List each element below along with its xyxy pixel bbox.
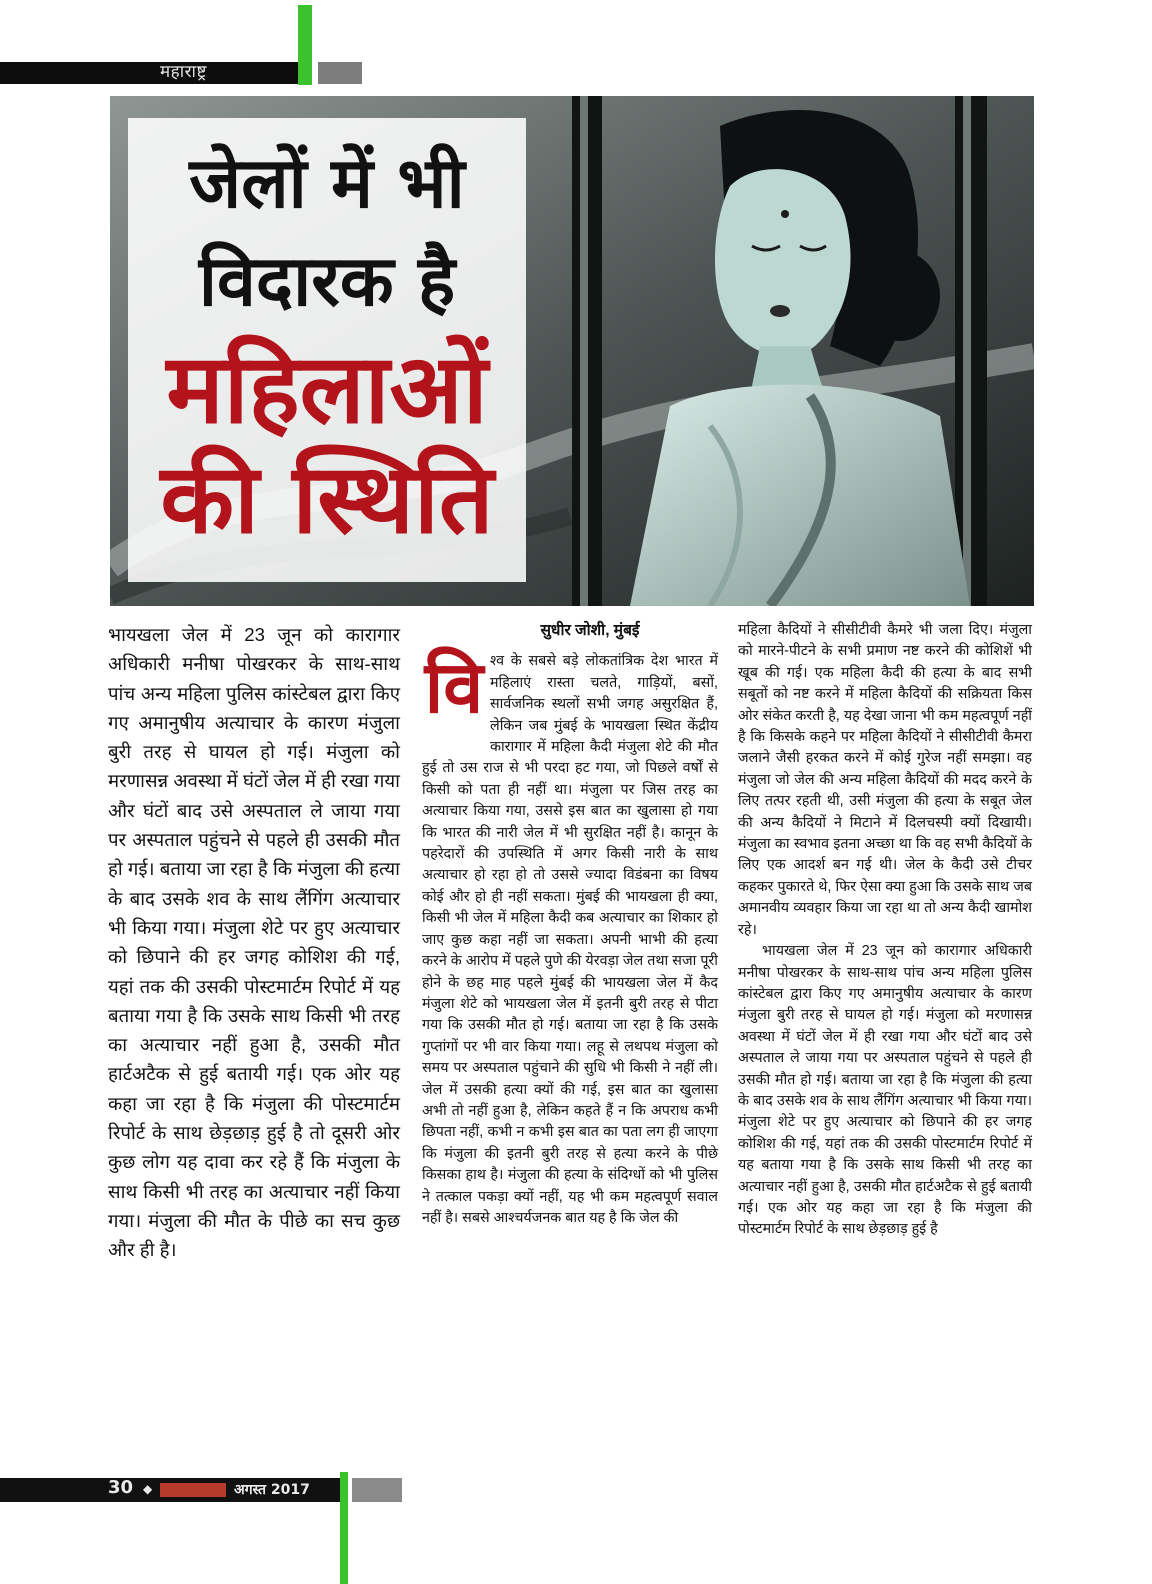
article-paragraph-2: भायखला जेल में 23 जून को कारागार अधिकारी मनीषा पोखरकर के साथ-साथ पांच अन्य महिला पुलिस कांस्टेबल द्वारा किए गए अमानुषीय अत्याचार के कारण मंजुला बुरी तरह से घायल हो गई। मंजुला को मरणासन्न अवस्था में घंटों जेल में ही रखा गया और घंटों बाद उसे अस्पताल ले जाया गया पर अस्पताल पहुंचने से पहले ही उसकी मौत हो गई। बताया जा रहा है कि मंजुला की हत्या के बाद उसके शव के साथ लैंगिंग अत्याचार भी किया गया। मंजुला शेटे पर हुए अत्याचार को छिपाने की हर जगह कोशिश की गई, यहां तक की उसकी पोस्टमार्टम रिपोर्ट में यह बताया गया है कि उसके साथ किसी भी तरह का अत्याचार नहीं हुआ है, उसकी मौत हार्टअटैक से हुई बतायी गई। एक ओर यह कहा जा रहा है कि मंजुला की पोस्टमार्टम रिपोर्ट के साथ छेड़छाड़ हुई है xyxy=(738,943,1032,1238)
section-header-bar xyxy=(0,62,300,84)
headline-line-3: महिलाओं xyxy=(166,333,488,445)
article-body-start xyxy=(422,648,718,1229)
headline-line-2: विदारक है xyxy=(198,240,456,322)
issue-date: अगस्त 2017 xyxy=(234,1482,310,1498)
gray-block-top xyxy=(318,62,362,84)
headline-line-4: की स्थिति xyxy=(160,443,494,555)
article-paragraph-continued: महिला कैदियों ने सीसीटीवी कैमरे भी जला दिए। मंजुला को मारने-पीटने के सभी प्रमाण नष्ट करने की कोशिशें भी खूब की गई। एक महिला कैदी की हत्या के बाद सभी सबूतों को नष्ट करने में महिला कैदियों की सक्रियता किस ओर संकेत करती है, यह देखा जाना भी कम महत्वपूर्ण नहीं है कि किसके कहने पर महिला कैदियों ने सीसीटीवी कैमरा जलाने जैसी हरकत करने में कोई गुरेज नहीं समझा। वह मंजुला जो जेल की अन्य महिला कैदियों की मदद करने के लिए तत्पर रहती थी, उसी मंजुला की हत्या के सबूत जेल की अन्य कैदियों ने मिटाने में दिलचस्पी क्यों दिखायी। मंजुला का स्वभाव इतना अच्छा था कि वह सभी कैदियों के लिए एक आदर्श बन गई थी। जेल के कैदी उसे टीचर कहकर पुकारते थे, फिर ऐसा क्या हुआ कि उसके साथ जब अमानवीय व्यवहार किया जा रहा था तो अन्य कैदी खामोश रहे। xyxy=(738,622,1032,938)
article-column-3 xyxy=(738,620,1032,1241)
summary-column xyxy=(108,620,400,1265)
accent-bar-top xyxy=(298,5,312,85)
article-column-2 xyxy=(422,620,718,1229)
article-paragraph: श्व के सबसे बड़े लोकतांत्रिक देश भारत में महिलाएं रास्ता चलते, गाड़ियों, बसों, सार्वजनिक स्थलों सभी जगह असुरक्षित हैं, लेकिन जब मुंबई के भायखला स्थित केंद्रीय कारागार में महिला कैदी मंजुला शेटे की मौत हुई तो उस राज से भी परदा हट गया, जो पिछले वर्षों से किसी को पता ही नहीं था। मंजुला पर जिस तरह का अत्याचार किया गया, उससे इस बात का खुलासा हो गया कि भारत की नारी जेल में भी सुरक्षित नहीं है। कानून के पहरेदारों की उपस्थिति में अगर किसी नारी के साथ अत्याचार हो रहा हो तो उससे ज्यादा विडंबना का विषय कोई और हो ही नहीं सकता। मुंबई की भायखला ही क्या, किसी भी जेल में महिला कैदी कब अत्याचार का शिकार हो जाए कुछ कहा नहीं जा सकता। अपनी भाभी की हत्या करने के आरोप में पहले पुणे की येरवड़ा जेल तथा सजा पूरी होने के छह माह पहले मुंबई की भायखला जेल में कैद मंजुला शेटे को भायखला जेल में इतनी बुरी तरह से पीटा गया कि उसकी मौत हो गई। बताया जा रहा है कि उसके गुप्तांगों पर भी वार किया गया। लहू से लथपथ मंजुला को समय पर अस्पताल पहुंचाने की सुधि भी किसी ने नहीं ली। जेल में उसकी हत्या क्यों की गई, इस बात का खुलासा अभी तो नहीं हुआ है, लेकिन कहते हैं न कि अपराध कभी छिपता नहीं, कभी न कभी इस बात का पता लग ही जाएगा कि मंजुला की इतनी बुरी तरह से हत्या करने के पीछे किसका हाथ है। मंजुला की हत्या के संदिग्धों को भी पुलिस ने तत्काल पकड़ा क्यों नहीं, यह भी कम महत्वपूर्ण सवाल नहीं है। सबसे आश्चर्यजनक बात यह है कि जेल की xyxy=(422,653,718,1226)
headline-line-1: जेलों में भी xyxy=(189,142,465,224)
hero-illustration xyxy=(110,96,1034,606)
drop-cap: वि xyxy=(424,648,484,729)
footer-separator: ◆ xyxy=(143,1482,153,1496)
summary-paragraph: भायखला जेल में 23 जून को कारागार अधिकारी मनीषा पोखरकर के साथ-साथ पांच अन्य महिला पुलिस कांस्टेबल द्वारा किए गए अमानुषीय अत्याचार के कारण मंजुला बुरी तरह से घायल हो गई। मंजुला को मरणासन्न अवस्था में घंटों जेल में ही रखा गया और घंटों बाद उसे अस्पताल ले जाया गया पर अस्पताल पहुंचने से पहले ही उसकी मौत हो गई। बताया जा रहा है कि मंजुला की हत्या के बाद उसके शव के साथ लैंगिंग अत्याचार भी किया गया। मंजुला शेटे पर हुए अत्याचार को छिपाने की हर जगह कोशिश की गई, यहां तक की उसकी पोस्टमार्टम रिपोर्ट में यह बताया गया है कि उसके साथ किसी भी तरह का अत्याचार नहीं हुआ है, उसकी मौत हार्टअटैक से हुई बतायी गई। एक ओर यह कहा जा रहा है कि मंजुला की पोस्टमार्टम रिपोर्ट के साथ छेड़छाड़ हुई है तो दूसरी ओर कुछ लोग यह दावा कर रहे हैं कि मंजुला के साथ किसी भी तरह का अत्याचार नहीं किया गया। मंजुला की मौत के पीछे का सच कुछ और ही है। xyxy=(108,624,400,1261)
section-label: महाराष्ट्र xyxy=(160,62,207,82)
accent-bar-bottom xyxy=(340,1472,348,1584)
gray-block-bottom xyxy=(352,1478,402,1502)
page-number: 30 xyxy=(108,1477,134,1498)
magazine-logo xyxy=(160,1483,226,1497)
byline: सुधीर जोशी, मुंबई xyxy=(540,622,640,639)
